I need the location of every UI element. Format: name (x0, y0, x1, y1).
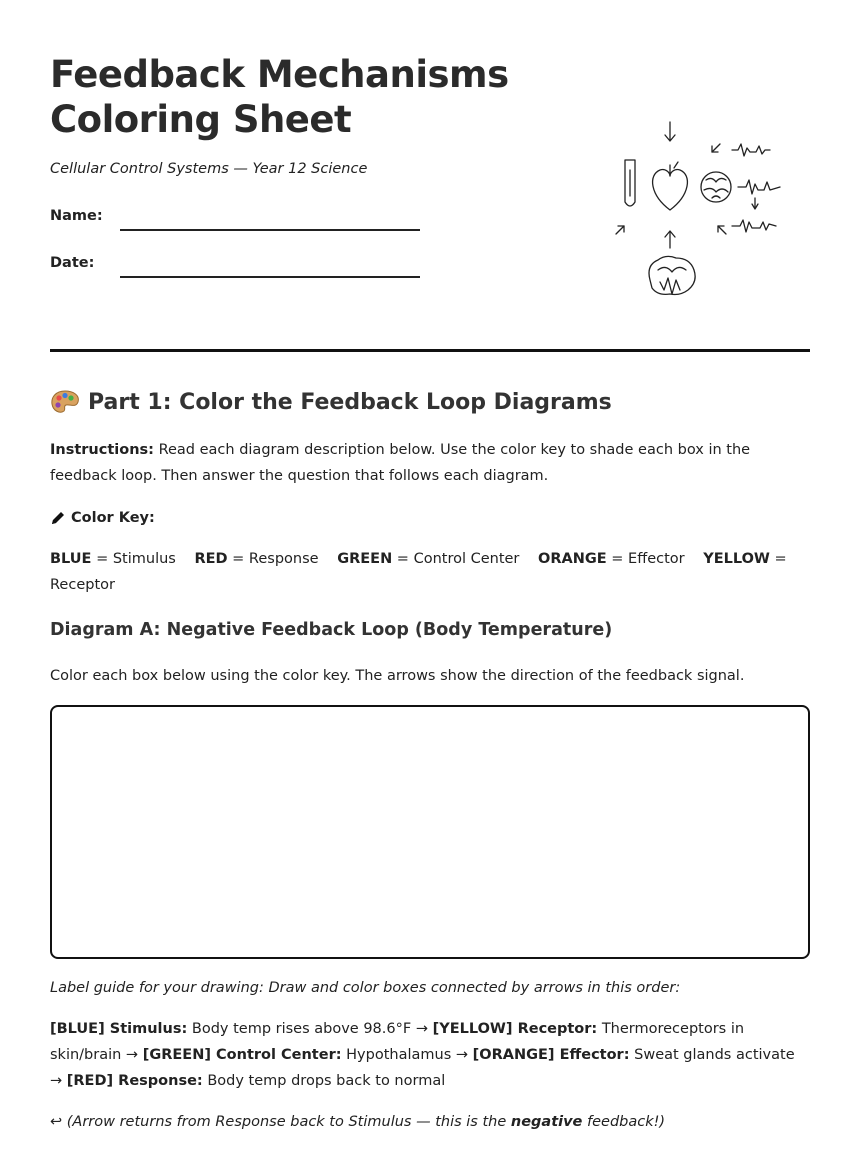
part1-heading-text: Part 1: Color the Feedback Loop Diagrams (88, 389, 612, 415)
name-label: Name: (50, 208, 103, 224)
seq-stimulus-text: Body temp rises above 98.6°F → (187, 1021, 433, 1037)
feedback-illustration (600, 110, 800, 310)
pulse-icon-2 (738, 180, 780, 194)
sequence-paragraph (50, 1016, 810, 1094)
page-title (50, 52, 509, 142)
arrow-icon-2 (752, 198, 758, 209)
return-note-bold: negative (510, 1114, 583, 1130)
seq-stimulus-tag: [BLUE] Stimulus: (50, 1021, 188, 1037)
seq-control-tag: [GREEN] Control Center: (142, 1047, 342, 1063)
arrow-down-icon (665, 122, 675, 141)
seq-receptor-tag: [YELLOW] Receptor: (432, 1021, 598, 1037)
arrow-icon-3 (616, 226, 624, 234)
key-orange-meaning: = Effector (606, 551, 685, 567)
seq-effector-text: Sweat glands activate → (50, 1047, 795, 1089)
label-guide: Label guide for your drawing: Draw and color boxes connected by arrows in this order: (50, 980, 681, 996)
key-red-meaning: = Response (227, 551, 319, 567)
seq-control-text: Hypothalamus → (341, 1047, 473, 1063)
seq-response-tag: [RED] Response: (66, 1073, 203, 1089)
name-field[interactable] (120, 229, 420, 231)
date-field[interactable] (120, 276, 420, 278)
title-line-2: Coloring Sheet (50, 98, 352, 141)
arrow-icon-4 (718, 226, 726, 234)
diagram-a-heading: Diagram A: Negative Feedback Loop (Body Temperature) (50, 620, 613, 640)
test-tube-icon (625, 160, 635, 206)
key-yellow-meaning: = Receptor (50, 551, 787, 593)
color-key-heading (50, 505, 810, 531)
pulse-icon-1 (732, 144, 770, 156)
return-note (50, 1109, 810, 1135)
color-key-list (50, 546, 810, 598)
color-key-label: Color Key: (71, 510, 155, 526)
title-line-1: Feedback Mechanisms (50, 53, 509, 96)
key-blue-meaning: = Stimulus (91, 551, 176, 567)
key-red: RED (194, 551, 228, 567)
part1-heading (50, 389, 612, 415)
brain-icon (701, 172, 731, 202)
pencil-icon (50, 510, 66, 526)
seq-response-text: Body temp drops back to normal (202, 1073, 446, 1089)
return-note-post: feedback!) (582, 1114, 666, 1130)
key-yellow: YELLOW (703, 551, 770, 567)
brain-bottom-icon (649, 256, 695, 294)
key-orange: ORANGE (538, 551, 607, 567)
drawing-area[interactable] (50, 705, 810, 959)
diagram-a-instruction: Color each box below using the color key. The arrows show the direction of the feedback signal. (50, 668, 745, 684)
instructions-label: Instructions: (50, 442, 154, 458)
instructions-text: Read each diagram description below. Use the color key to shade each box in the feedback loop. Then answer the question that follows each diagram. (50, 442, 751, 484)
return-note-pre: ↩ (Arrow returns from Response back to Stimulus — this is the (50, 1114, 511, 1130)
heart-icon (653, 162, 688, 210)
section-divider (50, 349, 810, 352)
instructions-paragraph (50, 437, 810, 489)
palette-icon (50, 389, 80, 415)
seq-receptor-text: Thermoreceptors in skin/brain → (50, 1021, 745, 1063)
seq-effector-tag: [ORANGE] Effector: (472, 1047, 630, 1063)
subtitle: Cellular Control Systems — Year 12 Science (50, 161, 368, 177)
date-label: Date: (50, 255, 95, 271)
key-green: GREEN (337, 551, 393, 567)
arrow-up-icon (665, 231, 675, 248)
key-green-meaning: = Control Center (392, 551, 520, 567)
pulse-icon-3 (732, 220, 776, 232)
arrow-icon-1 (712, 144, 720, 152)
key-blue: BLUE (50, 551, 92, 567)
